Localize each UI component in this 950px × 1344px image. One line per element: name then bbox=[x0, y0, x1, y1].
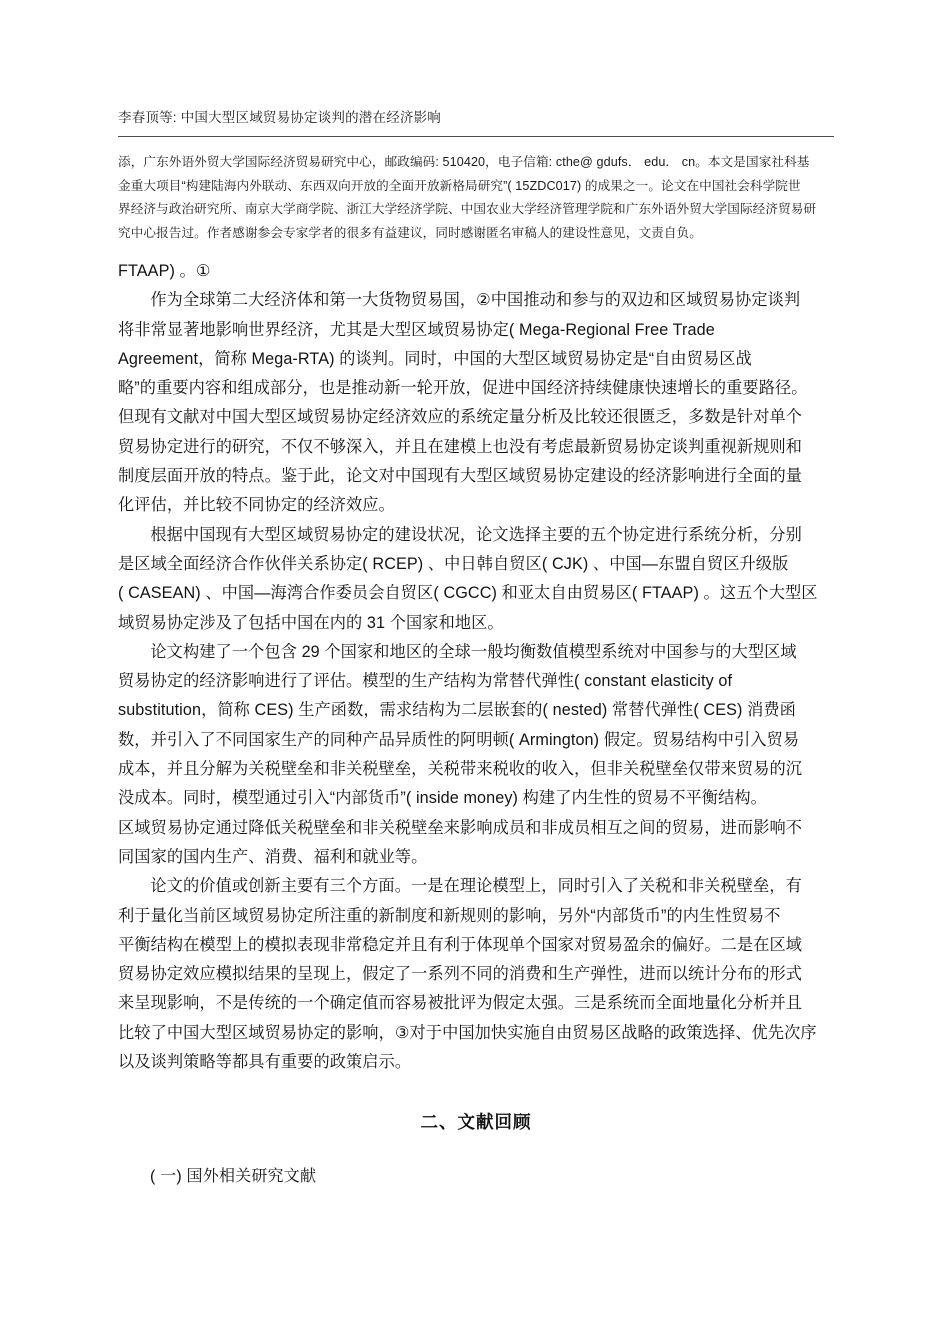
body-line: 贸易协定的经济影响进行了评估。模型的生产结构为常替代弹性( constant elasticity of bbox=[118, 672, 733, 691]
footnote-line: 究中心报告过。作者感谢参会专家学者的很多有益建议，同时感谢匿名审稿人的建设性意见，文责自负。 bbox=[118, 225, 702, 240]
body-line: ( CASEAN) 、中国—海湾合作委员会自贸区( CGCC) 和亚太自由贸易区( FTAAP) 。这五个大型区 bbox=[118, 584, 818, 603]
section-heading: 二、文献回顾 bbox=[420, 1112, 532, 1133]
running-header: 李春顶等: 中国大型区域贸易协定谈判的潜在经济影响 bbox=[118, 110, 442, 125]
orphan-line: FTAAP) 。① bbox=[118, 262, 211, 280]
body-line: 但现有文献对中国大型区域贸易协定经济效应的系统定量分析及比较还很匮乏，多数是针对单个 bbox=[118, 408, 803, 427]
body-line: 平衡结构在模型上的模拟表现非常稳定并且有利于体现单个国家对贸易盈余的偏好。二是在区域 bbox=[118, 935, 803, 954]
body-line: Agreement，简称 Mega-RTA) 的谈判。同时，中国的大型区域贸易协定是“自由贸易区战 bbox=[118, 349, 752, 368]
body-line: 区域贸易协定通过降低关税壁垒和非关税壁垒来影响成员和非成员相互之间的贸易，进而影响不 bbox=[118, 818, 803, 837]
paragraph-3 bbox=[118, 638, 834, 872]
body-line: 域贸易协定涉及了包括中国在内的 31 个国家和地区。 bbox=[118, 613, 504, 632]
subsection-heading: ( 一) 国外相关研究文献 bbox=[150, 1168, 317, 1186]
footnote-block bbox=[118, 151, 834, 245]
body-line: 将非常显著地影响世界经济，尤其是大型区域贸易协定( Mega-Regional Free Trade bbox=[118, 320, 715, 339]
body-line: 论文构建了一个包含 29 个国家和地区的全球一般均衡数值模型系统对中国参与的大型区域 bbox=[150, 642, 797, 661]
body-line: 制度层面开放的特点。鉴于此，论文对中国现有大型区域贸易协定建设的经济影响进行全面的量 bbox=[118, 467, 803, 486]
page-content bbox=[118, 108, 834, 1191]
body-line: 贸易协定效应模拟结果的呈现上，假定了一系列不同的消费和生产弹性，进而以统计分布的形式 bbox=[118, 965, 803, 984]
paragraph-4 bbox=[118, 872, 834, 1077]
body-line: 化评估，并比较不同协定的经济效应。 bbox=[118, 496, 395, 515]
body-line: 来呈现影响，不是传统的一个确定值而容易被批评为假定太强。三是系统而全面地量化分析并且 bbox=[118, 994, 803, 1013]
body-line: 是区域全面经济合作伙伴关系协定( RCEP) 、中日韩自贸区( CJK) 、中国—东盟自贸区升级版 bbox=[118, 554, 789, 573]
body-line: 论文的价值或创新主要有三个方面。一是在理论模型上，同时引入了关税和非关税壁垒，有 bbox=[150, 877, 802, 896]
orphan-paragraph bbox=[118, 257, 834, 286]
body-text bbox=[118, 257, 834, 1191]
header-rule bbox=[118, 136, 834, 137]
footnote-line: 添，广东外语外贸大学国际经济贸易研究中心，邮政编码: 510420，电子信箱: cthe@ gdufs． edu． cn。本文是国家社科基 bbox=[118, 155, 810, 169]
paragraph-1 bbox=[118, 286, 834, 520]
body-line: 根据中国现有大型区域贸易协定的建设状况，论文选择主要的五个协定进行系统分析，分别 bbox=[150, 525, 802, 544]
footnote-line: 界经济与政治研究所、南京大学商学院、浙江大学经济学院、中国农业大学经济管理学院和广东外语外贸大学国际经济贸易研 bbox=[118, 202, 817, 216]
body-line: 同国家的国内生产、消费、福利和就业等。 bbox=[118, 847, 428, 866]
body-line: 以及谈判策略等都具有重要的政策启示。 bbox=[118, 1053, 412, 1072]
body-line: 利于量化当前区域贸易协定所注重的新制度和新规则的影响，另外“内部货币”的内生性贸易不 bbox=[118, 906, 781, 925]
paragraph-2 bbox=[118, 521, 834, 638]
body-line: 作为全球第二大经济体和第一大货物贸易国，②中国推动和参与的双边和区域贸易协定谈判 bbox=[150, 291, 801, 310]
body-line: 比较了中国大型区域贸易协定的影响，③对于中国加快实施自由贸易区战略的政策选择、优先次序 bbox=[118, 1023, 817, 1042]
body-line: 成本，并且分解为关税壁垒和非关税壁垒，关税带来税收的收入，但非关税壁垒仅带来贸易的沉 bbox=[118, 760, 803, 779]
body-line: 贸易协定进行的研究，不仅不够深入，并且在建模上也没有考虑最新贸易协定谈判重视新规则和 bbox=[118, 437, 803, 456]
body-line: 数，并引入了不同国家生产的同种产品异质性的阿明顿( Armington) 假定。贸易结构中引入贸易 bbox=[118, 730, 800, 749]
footnote-line: 金重大项目“构建陆海内外联动、东西双向开放的全面开放新格局研究”( 15ZDC017) 的成果之一。论文在中国社会科学院世 bbox=[118, 178, 801, 193]
body-line: 没成本。同时，模型通过引入“内部货币”( inside money) 构建了内生性的贸易不平衡结构。 bbox=[118, 789, 767, 808]
body-line: 略”的重要内容和组成部分，也是推动新一轮开放，促进中国经济持续健康快速增长的重要路径。 bbox=[118, 379, 808, 398]
body-line: substitution，简称 CES) 生产函数，需求结构为二层嵌套的( nested) 常替代弹性( CES) 消费函 bbox=[118, 701, 796, 720]
